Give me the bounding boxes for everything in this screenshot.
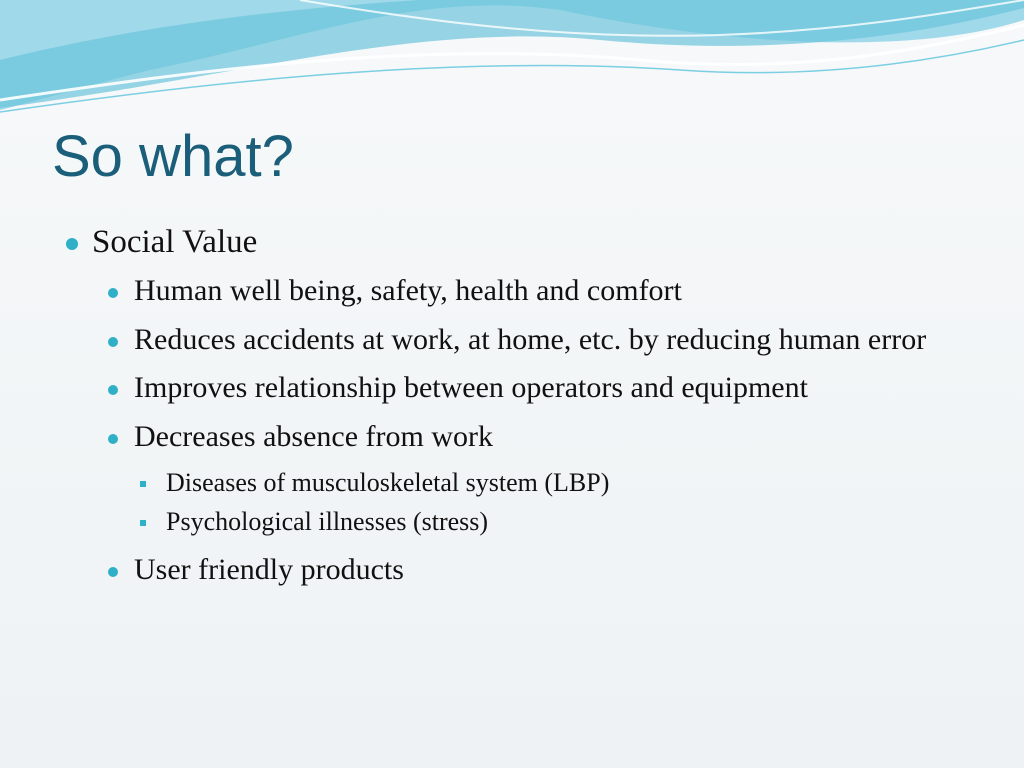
square-bullet-icon [140, 481, 146, 487]
bullet-text: Diseases of musculoskeletal system (LBP) [166, 468, 610, 498]
bullet-icon [108, 385, 118, 395]
slide-title: So what? [52, 124, 294, 189]
bullet-item [60, 222, 960, 263]
bullet-icon [108, 337, 118, 347]
bullet-item [60, 368, 960, 409]
sub-bullet-item [60, 465, 960, 501]
wave-decoration [0, 0, 1024, 130]
bullet-item [60, 550, 960, 591]
sub-bullet-item [60, 504, 960, 540]
bullet-item [60, 320, 960, 361]
bullet-text: User friendly products [134, 553, 404, 587]
bullet-item [60, 271, 960, 312]
bullet-text: Decreases absence from work [134, 419, 493, 453]
bullet-text: Psychological illnesses (stress) [166, 506, 489, 536]
bullet-text: Improves relationship between operators and equipment [134, 371, 808, 405]
bullet-text: Human well being, safety, health and comfort [134, 274, 682, 308]
bullet-icon [66, 238, 78, 250]
square-bullet-icon [140, 520, 146, 526]
bullet-text: Reduces accidents at work, at home, etc. by reducing human error [134, 322, 927, 356]
bullet-list [60, 222, 960, 599]
bullet-icon [108, 567, 118, 577]
bullet-icon [108, 434, 118, 444]
bullet-icon [108, 288, 118, 298]
bullet-text: Social Value [92, 224, 258, 260]
bullet-item [60, 417, 960, 458]
